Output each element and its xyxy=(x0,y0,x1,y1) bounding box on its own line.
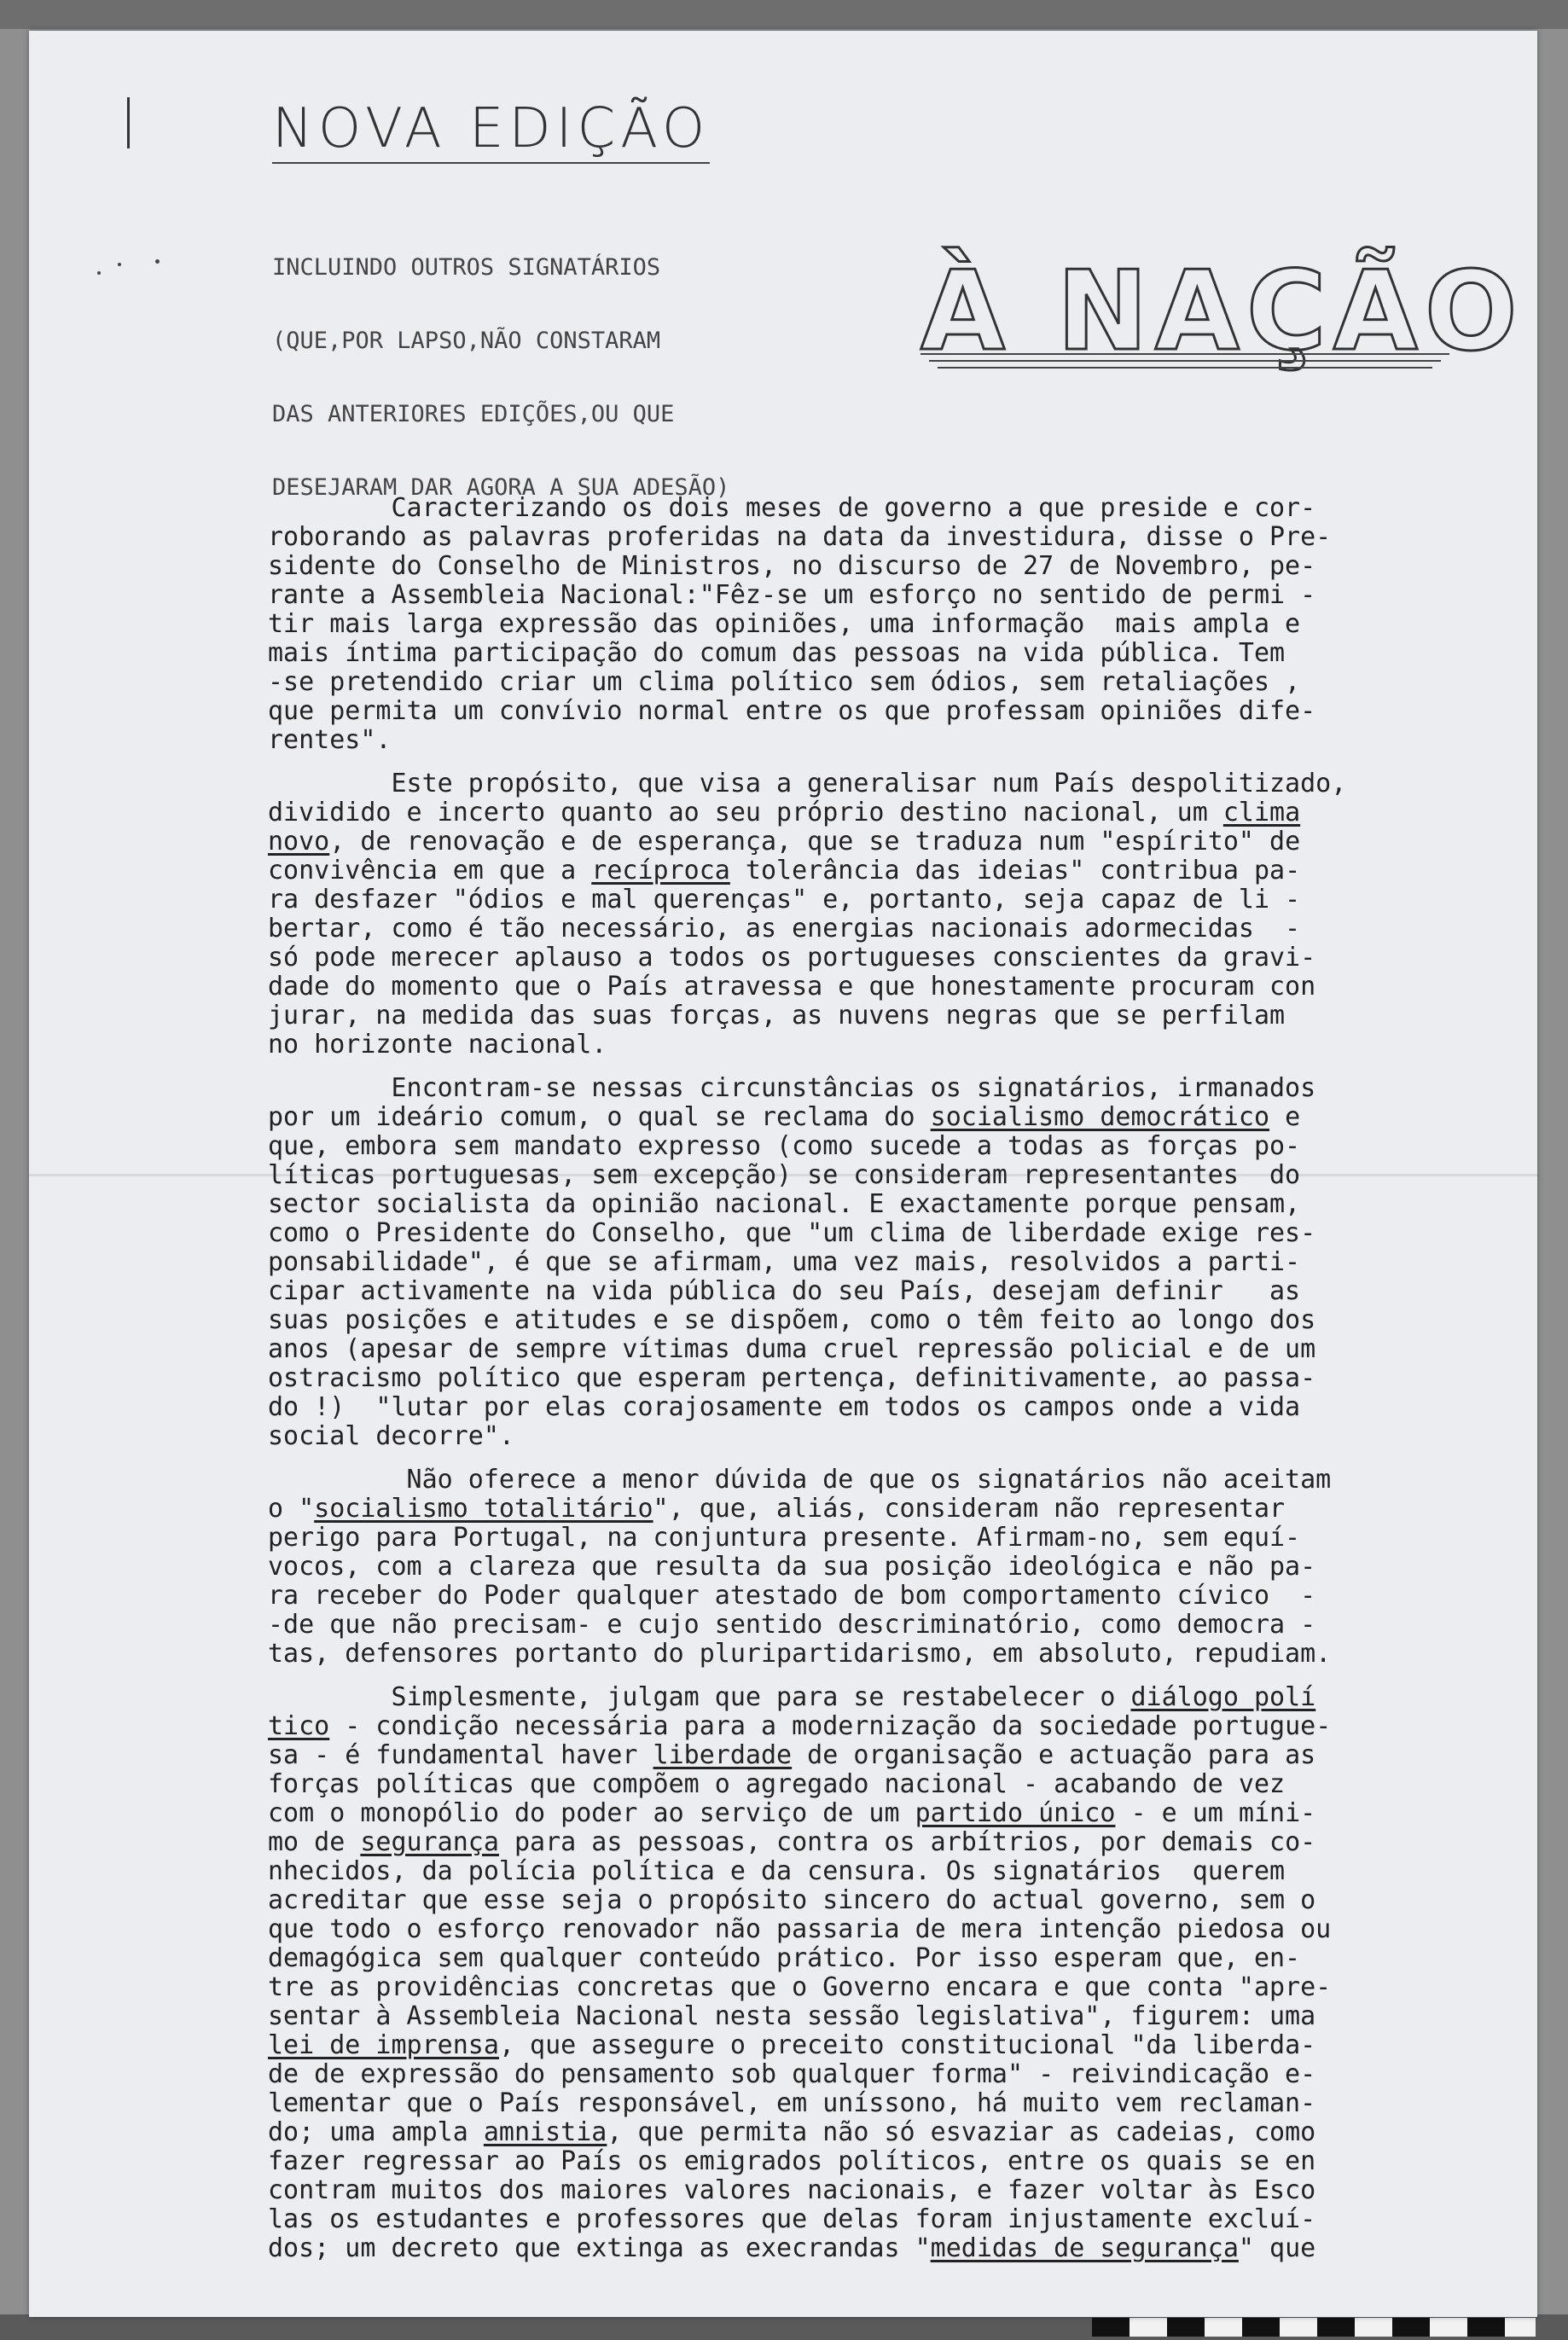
text-line: -de que não precisam- e cujo sentido descriminatório, como democra - xyxy=(268,1610,1316,1640)
text-line: bertar, como é tão necessário, as energias nacionais adormecidas - xyxy=(268,914,1301,944)
text-line: ra receber do Poder qualquer atestado de bom comportamento cívico - xyxy=(268,1581,1316,1611)
text-line: convivência em que a recíproca tolerância das ideias" contribua pa- xyxy=(268,856,1301,885)
text-line: nhecidos, da polícia política e da censura. Os signatários querem xyxy=(268,1856,1286,1886)
text-line: sidente do Conselho de Ministros, no discurso de 27 de Novembro, pe- xyxy=(268,551,1316,581)
underlined-term: lei de imprensa xyxy=(268,2030,499,2060)
text-line: sa - é fundamental haver liberdade de organisação e actuação para as xyxy=(268,1740,1316,1770)
text-line: Caracterizando os dois meses de governo a que preside e cor- xyxy=(268,493,1316,523)
text-line: Simplesmente, julgam que para se restabelecer o diálogo polí xyxy=(268,1682,1316,1712)
ink-speck xyxy=(155,259,160,264)
text-line: só pode merecer aplauso a todos os portugueses conscientes da gravi- xyxy=(268,943,1316,973)
underlined-term: tico xyxy=(268,1711,330,1741)
ink-speck xyxy=(118,263,121,266)
text-line: rentes". xyxy=(268,725,392,755)
text-line: dividido e incerto quanto ao seu próprio destino nacional, um clima xyxy=(268,798,1301,827)
scan-background-top xyxy=(0,0,1568,29)
underlined-term: clima xyxy=(1222,798,1301,827)
text-line: que todo o esforço renovador não passaria de mera intenção piedosa ou xyxy=(268,1914,1332,1944)
text-line: mais íntima participação do comum das pessoas na vida pública. Tem xyxy=(268,638,1286,668)
text-line: com o monopólio do poder ao serviço de um partido único - e um míni- xyxy=(268,1798,1316,1828)
text-line: do; uma ampla amnistia, que permita não só esvaziar as cadeias, como xyxy=(268,2117,1316,2147)
underlined-term: socialismo totalitário xyxy=(314,1494,653,1524)
text-line: fazer regressar ao País os emigrados políticos, entre os quais se en xyxy=(268,2146,1316,2176)
text-line: sector socialista da opinião nacional. E exactamente porque pensam, xyxy=(268,1189,1301,1219)
scale-ruler xyxy=(1092,2318,1536,2337)
text-line: anos (apesar de sempre vítimas duma cruel repressão policial e de um xyxy=(268,1334,1316,1364)
margin-mark xyxy=(127,97,130,148)
headline-rule xyxy=(929,360,1441,362)
text-line: rante a Assembleia Nacional:"Fêz-se um esforço no sentido de permi - xyxy=(268,580,1316,610)
ink-speck xyxy=(97,271,101,275)
text-line: novo, de renovação e de esperança, que se traduza num "espírito" de xyxy=(268,827,1301,856)
subtitle-line: (QUE,POR LAPSO,NÃO CONSTARAM xyxy=(272,328,661,354)
edition-title: NOVA EDIÇÃO xyxy=(272,97,710,164)
text-line: mo de segurança para as pessoas, contra os arbítrios, por demais co- xyxy=(268,1827,1316,1857)
text-line: jurar, na medida das suas forças, as nuvens negras que se perfilam xyxy=(268,1001,1286,1031)
text-line: forças políticas que compõem o agregado nacional - acabando de vez xyxy=(268,1769,1286,1799)
text-line: no horizonte nacional. xyxy=(268,1030,607,1060)
paragraph xyxy=(268,1466,1488,1669)
text-line: cipar activamente na vida pública do seu País, desejam definir as xyxy=(268,1276,1301,1306)
text-line: como o Presidente do Conselho, que "um clima de liberdade exige res- xyxy=(268,1218,1316,1248)
paragraph xyxy=(268,494,1488,755)
text-line: tas, defensores portanto do pluripartidarismo, em absoluto, repudiam. xyxy=(268,1639,1332,1669)
text-line: social decorre". xyxy=(268,1421,514,1451)
scan-background-bottom xyxy=(0,2314,1568,2340)
underlined-term: recíproca xyxy=(591,856,730,885)
underlined-term: socialismo democrático xyxy=(930,1102,1270,1132)
subtitle-line: DESEJARAM DAR AGORA A SUA ADESÃO) xyxy=(272,474,730,501)
text-line: Este propósito, que visa a generalisar num País despolitizado, xyxy=(268,769,1347,798)
text-line: que, embora sem mandato expresso (como sucede a todas as forças po- xyxy=(268,1131,1301,1161)
text-line: tre as providências concretas que o Governo encara e que conta "apre- xyxy=(268,1972,1332,2002)
text-line: Encontram-se nessas circunstâncias os signatários, irmanados xyxy=(268,1073,1316,1103)
underlined-term: diálogo polí xyxy=(1130,1682,1316,1712)
text-line: ra desfazer "ódios e mal querenças" e, portanto, seja capaz de li - xyxy=(268,885,1301,915)
text-line: por um ideário comum, o qual se reclama do socialismo democrático e xyxy=(268,1102,1301,1132)
text-line: tico - condição necessária para a modernização da sociedade portugue- xyxy=(268,1711,1332,1741)
text-line: lei de imprensa, que assegure o preceito constitucional "da liberda- xyxy=(268,2030,1316,2060)
underlined-term: amnistia xyxy=(483,2117,607,2147)
paragraph xyxy=(268,1074,1488,1451)
paragraph xyxy=(268,769,1488,1060)
paragraph xyxy=(268,1683,1488,2263)
text-line: o "socialismo totalitário", que, aliás, consideram não representar xyxy=(268,1494,1286,1524)
text-line: contram muitos dos maiores valores nacionais, e fazer voltar às Esco xyxy=(268,2175,1316,2205)
text-line: tir mais larga expressão das opiniões, uma informação mais ampla e xyxy=(268,609,1301,639)
document-body xyxy=(268,494,1488,2278)
text-line: suas posições e atitudes e se dispõem, como o têm feito ao longo dos xyxy=(268,1305,1316,1335)
text-line: de de expressão do pensamento sob qualquer forma" - reivindicação e- xyxy=(268,2059,1316,2089)
underlined-term: segurança xyxy=(360,1827,499,1857)
text-line: líticas portuguesas, sem excepção) se consideram representantes do xyxy=(268,1160,1301,1190)
underlined-term: novo xyxy=(268,827,330,856)
edition-subtitle xyxy=(272,201,886,539)
text-line: dade do momento que o País atravessa e que honestamente procuram con xyxy=(268,972,1316,1002)
text-line: las os estudantes e professores que delas foram injustamente excluí- xyxy=(268,2204,1316,2234)
document-page xyxy=(29,31,1537,2317)
headline: À NAÇÃO xyxy=(920,248,1524,375)
text-line: do !) "lutar por elas corajosamente em todos os campos onde a vida xyxy=(268,1392,1301,1422)
text-line: ostracismo político que esperam pertença, definitivamente, ao passa- xyxy=(268,1363,1316,1393)
text-line: dos; um decreto que extinga as execrandas "medidas de segurança" que xyxy=(268,2233,1316,2263)
text-line: Não oferece a menor dúvida de que os signatários não aceitam xyxy=(268,1465,1332,1495)
underlined-term: partido único xyxy=(915,1798,1116,1828)
underlined-term: medidas de segurança xyxy=(930,2233,1239,2263)
subtitle-line: INCLUINDO OUTROS SIGNATÁRIOS xyxy=(272,254,661,281)
underlined-term: liberdade xyxy=(653,1740,793,1770)
subtitle-line: DAS ANTERIORES EDIÇÕES,OU QUE xyxy=(272,401,675,427)
text-line: ponsabilidade", é que se afirmam, uma vez mais, resolvidos a parti- xyxy=(268,1247,1301,1277)
text-line: roborando as palavras proferidas na data da investidura, disse o Pre- xyxy=(268,522,1332,552)
text-line: lementar que o País responsável, em uníssono, há muito vem reclaman- xyxy=(268,2088,1316,2118)
headline-rule xyxy=(938,367,1432,369)
text-line: perigo para Portugal, na conjuntura presente. Afirmam-no, sem equí- xyxy=(268,1523,1301,1553)
text-line: acreditar que esse seja o propósito sincero do actual governo, sem o xyxy=(268,1885,1316,1915)
text-line: demagógica sem qualquer conteúdo prático. Por isso esperam que, en- xyxy=(268,1943,1301,1973)
text-line: sentar à Assembleia Nacional nesta sessão legislativa", figurem: uma xyxy=(268,2001,1316,2031)
headline-rule xyxy=(920,353,1449,355)
text-line: -se pretendido criar um clima político sem ódios, sem retaliações , xyxy=(268,667,1301,697)
text-line: vocos, com a clareza que resulta da sua posição ideológica e não pa- xyxy=(268,1552,1316,1582)
text-line: que permita um convívio normal entre os que professam opiniões dife- xyxy=(268,696,1316,726)
